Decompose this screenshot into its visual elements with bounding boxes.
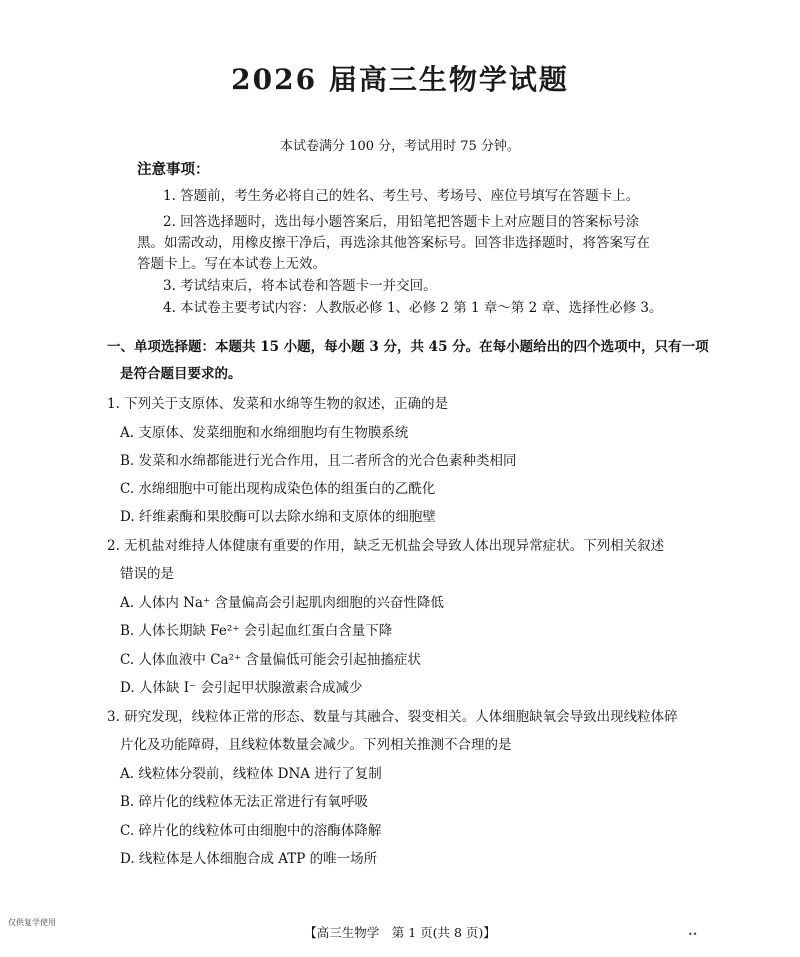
section-heading: 一、单项选择题：本题共 15 小题，每小题 3 分，共 45 分。在每小题给出的四个选项中，只有一项	[107, 339, 709, 355]
question-2-option-a: A. 人体内 Na⁺ 含量偏高会引起肌肉细胞的兴奋性降低	[120, 595, 444, 611]
notice-line: 黑。如需改动，用橡皮擦干净后，再选涂其他答案标号。回答非选择题时，将答案写在	[137, 235, 650, 251]
question-3-stem-cont: 片化及功能障碍，且线粒体数量会减少。下列相关推测不合理的是	[120, 737, 512, 753]
notice-line: 答题卡上。写在本试卷上无效。	[137, 256, 326, 272]
question-2-option-c: C. 人体血液中 Ca²⁺ 含量偏低可能会引起抽搐症状	[120, 652, 421, 668]
exam-subtitle: 本试卷满分 100 分，考试用时 75 分钟。	[280, 139, 520, 154]
section-heading-cont: 是符合题目要求的。	[120, 366, 242, 382]
question-1-option-b: B. 发菜和水绵都能进行光合作用，且二者所含的光合色素种类相同	[120, 453, 517, 469]
question-3-option-a: A. 线粒体分裂前，线粒体 DNA 进行了复制	[120, 766, 382, 782]
footer-mark: ••	[688, 930, 698, 939]
question-1-option-c: C. 水绵细胞中可能出现构成染色体的组蛋白的乙酰化	[120, 481, 436, 497]
exam-title: 2026 届高三生物学试题	[231, 63, 569, 96]
footer-watermark: 仅供复学使用	[8, 918, 56, 927]
question-1-option-d: D. 纤维素酶和果胶酶可以去除水绵和支原体的细胞壁	[120, 509, 436, 525]
notice-line: 2. 回答选择题时，选出每小题答案后，用铅笔把答题卡上对应题目的答案标号涂	[163, 214, 640, 230]
footer-page-info: 【高三生物学 第 1 页(共 8 页)】	[304, 925, 496, 940]
notice-line: 3. 考试结束后，将本试卷和答题卡一并交回。	[163, 278, 437, 294]
question-2-stem: 2. 无机盐对维持人体健康有重要的作用，缺乏无机盐会导致人体出现异常症状。下列相关叙述	[107, 538, 665, 554]
question-1-option-a: A. 支原体、发菜细胞和水绵细胞均有生物膜系统	[120, 425, 409, 441]
question-1-stem: 1. 下列关于支原体、发菜和水绵等生物的叙述，正确的是	[107, 396, 449, 412]
question-3-option-d: D. 线粒体是人体细胞合成 ATP 的唯一场所	[120, 851, 378, 867]
question-2-option-d: D. 人体缺 I⁻ 会引起甲状腺激素合成减少	[120, 680, 363, 696]
question-3-option-b: B. 碎片化的线粒体无法正常进行有氧呼吸	[120, 794, 369, 810]
question-3-option-c: C. 碎片化的线粒体可由细胞中的溶酶体降解	[120, 823, 382, 839]
question-2-stem-cont: 错误的是	[120, 566, 174, 582]
notice-line: 4. 本试卷主要考试内容：人教版必修 1、必修 2 第 1 章～第 2 章、选择性必修 3。	[163, 300, 663, 316]
question-2-option-b: B. 人体长期缺 Fe²⁺ 会引起血红蛋白含量下降	[120, 623, 393, 639]
notice-heading: 注意事项：	[137, 161, 210, 178]
question-3-stem: 3. 研究发现，线粒体正常的形态、数量与其融合、裂变相关。人体细胞缺氧会导致出现线粒体碎	[107, 709, 678, 725]
notice-line: 1. 答题前，考生务必将自己的姓名、考生号、考场号、座位号填写在答题卡上。	[163, 188, 640, 204]
